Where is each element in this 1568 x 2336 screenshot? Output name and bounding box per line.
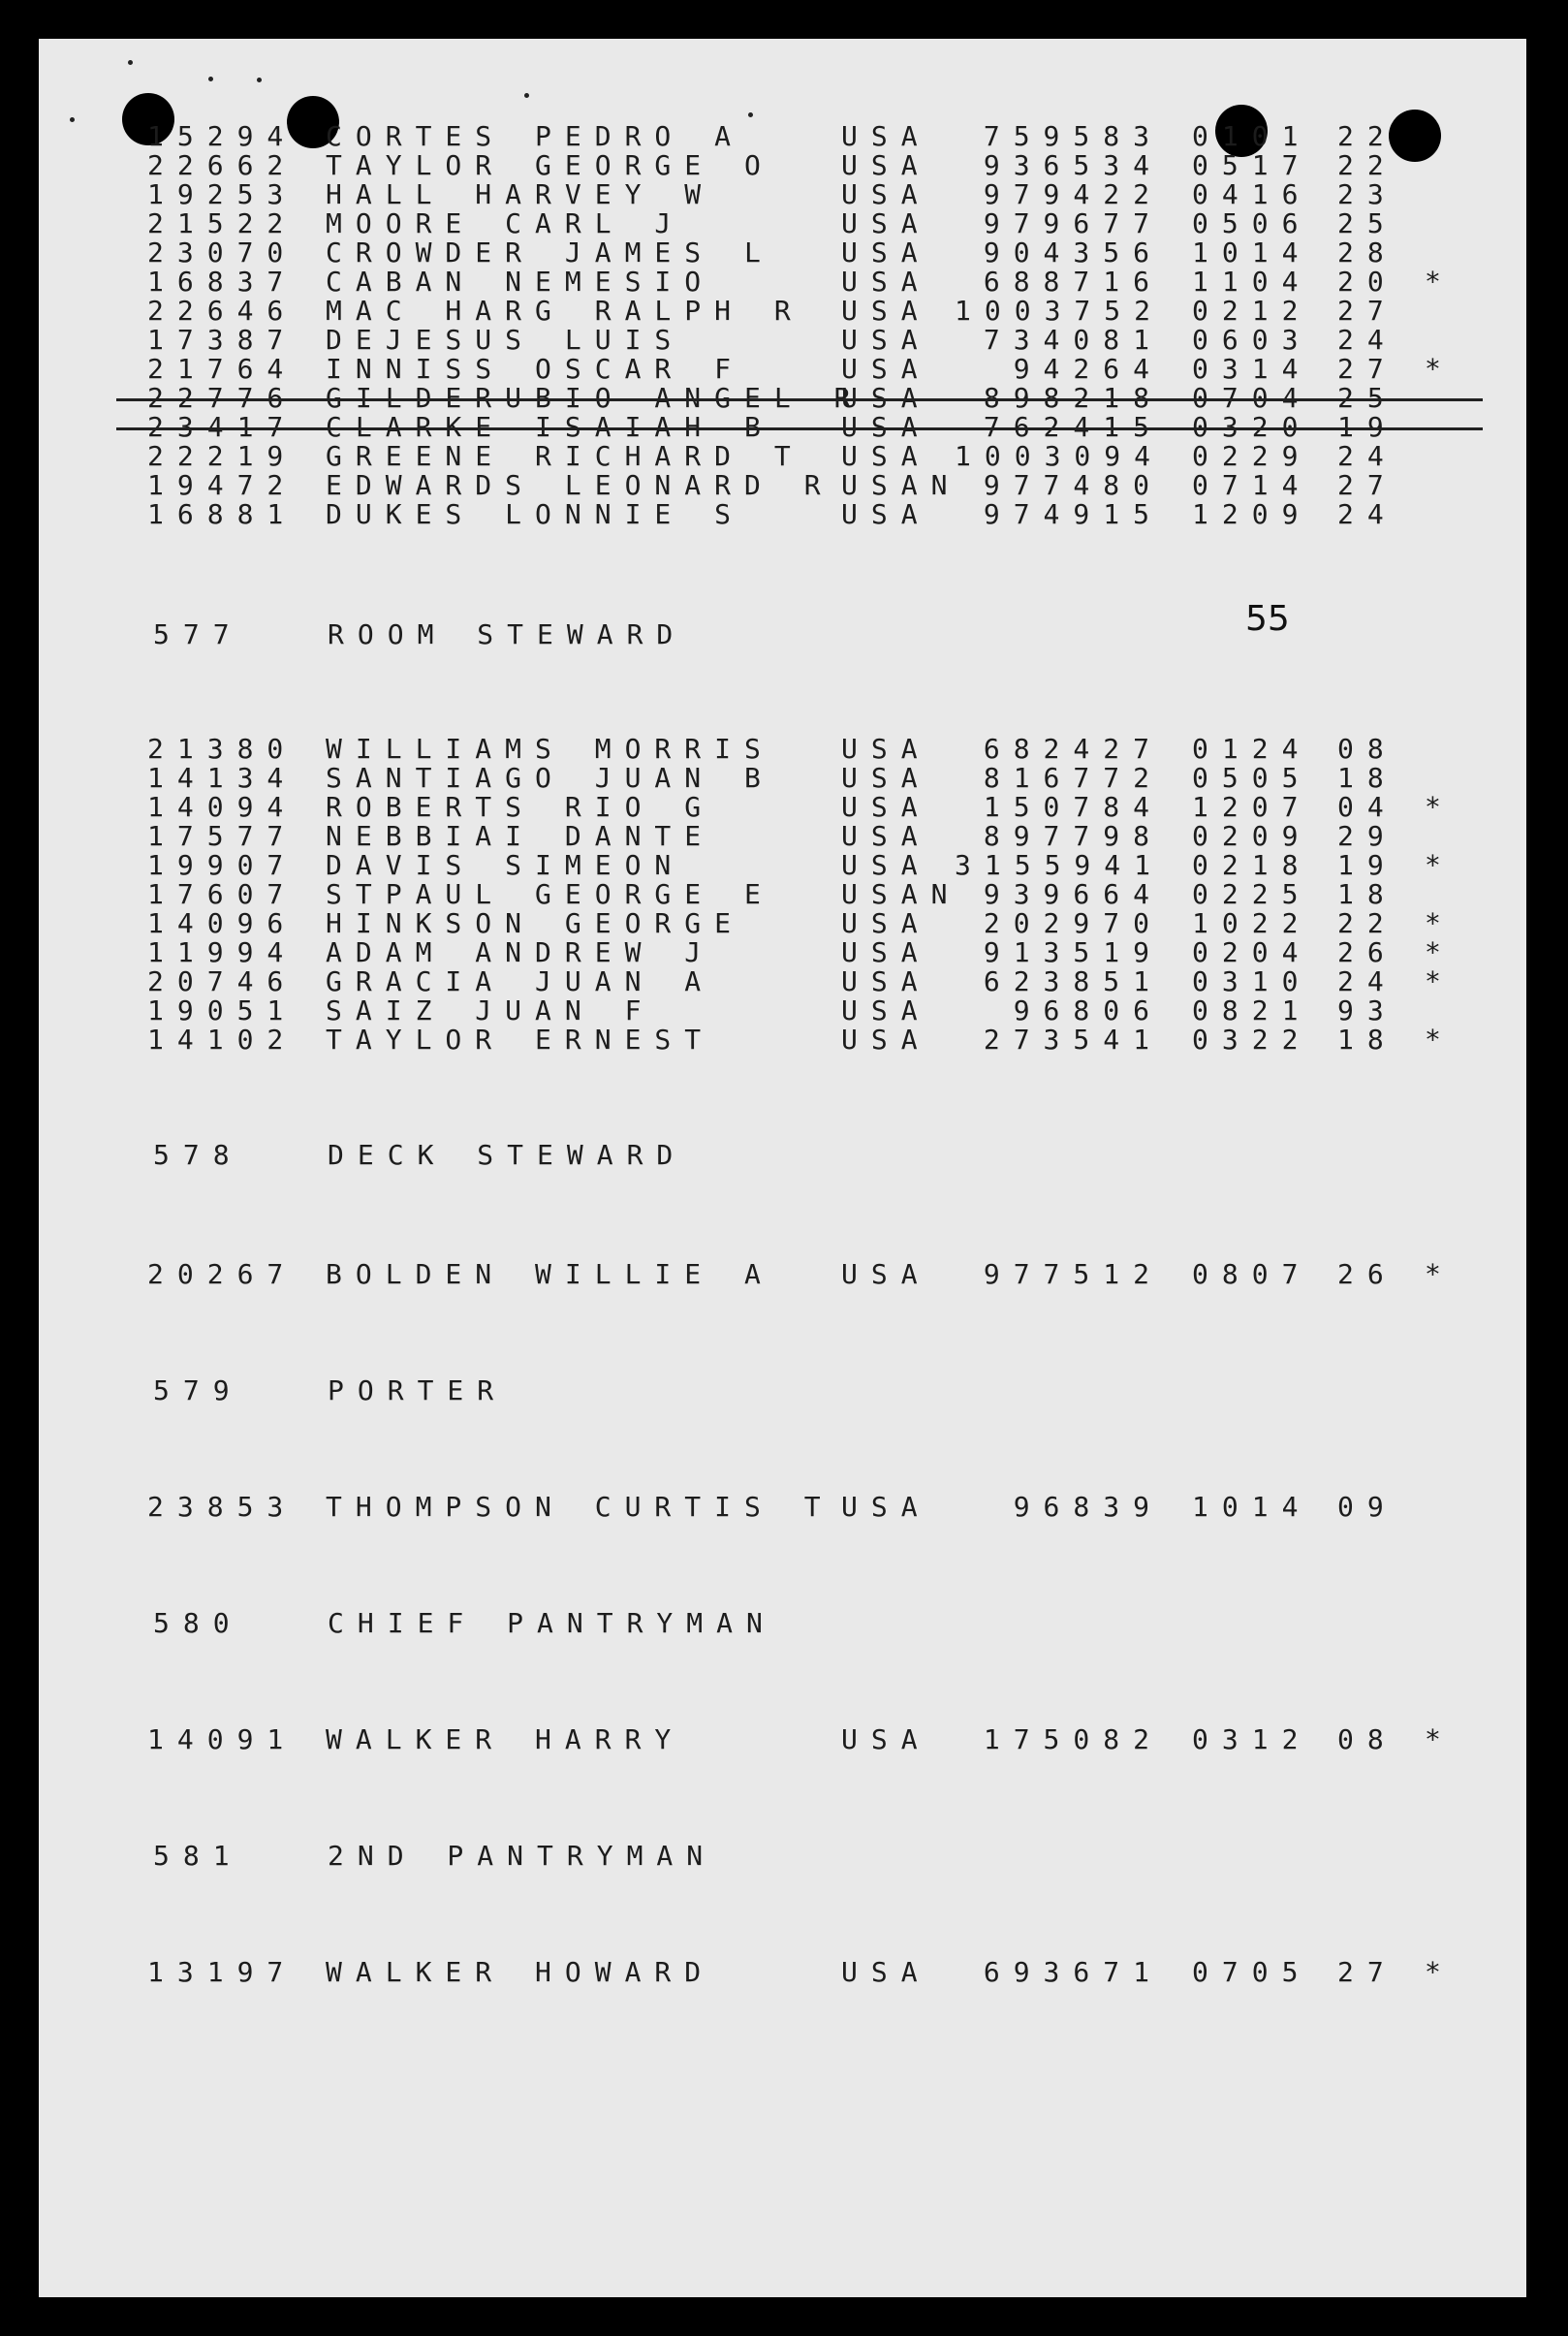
citizenship: USA xyxy=(841,1258,931,1290)
page-number: 55 xyxy=(1245,599,1290,639)
crew-id: 23417 xyxy=(147,411,298,443)
crew-id: 23853 xyxy=(147,1491,298,1523)
date-code: 0821 xyxy=(1192,994,1312,1026)
asterisk-mark: * xyxy=(1425,266,1455,298)
crew-name: WALKER HARRY xyxy=(326,1723,685,1755)
crew-id: 19907 xyxy=(147,849,298,881)
year-code: 29 xyxy=(1337,820,1397,852)
year-code: 18 xyxy=(1337,762,1397,794)
document-number: 94264 xyxy=(1013,353,1163,385)
year-code: 18 xyxy=(1337,1024,1397,1056)
citizenship: USA xyxy=(841,178,931,210)
crew-name: GREENE RICHARD T xyxy=(326,440,804,472)
citizenship: USA xyxy=(841,907,931,939)
document-number: 202970 xyxy=(983,907,1163,939)
citizenship: USA xyxy=(841,762,931,794)
document-number: 682427 xyxy=(983,733,1163,765)
crew-name: TAYLOR ERNEST xyxy=(326,1024,715,1056)
crew-id: 21380 xyxy=(147,733,298,765)
citizenship: USA xyxy=(841,353,931,385)
document-number: 3155941 xyxy=(955,849,1165,881)
document-number: 939664 xyxy=(983,878,1163,910)
year-code: 24 xyxy=(1337,965,1397,997)
crew-id: 16837 xyxy=(147,266,298,298)
crew-id: 22662 xyxy=(147,149,298,181)
crew-id: 17577 xyxy=(147,820,298,852)
citizenship: USA xyxy=(841,120,931,152)
asterisk-mark: * xyxy=(1425,353,1455,385)
citizenship: USA xyxy=(841,936,931,968)
crew-name: ROBERTS RIO G xyxy=(326,791,715,823)
document-number: 96806 xyxy=(1013,994,1163,1026)
date-code: 0320 xyxy=(1192,411,1312,443)
ink-speck xyxy=(70,117,75,122)
year-code: 22 xyxy=(1337,907,1397,939)
document-number: 936534 xyxy=(983,149,1163,181)
crew-name: CABAN NEMESIO xyxy=(326,266,715,298)
section-number: 580 xyxy=(153,1607,243,1639)
asterisk-mark: * xyxy=(1425,1258,1455,1290)
year-code: 08 xyxy=(1337,733,1397,765)
crew-id: 14134 xyxy=(147,762,298,794)
document-number: 623851 xyxy=(983,965,1163,997)
date-code: 1104 xyxy=(1192,266,1312,298)
date-code: 1014 xyxy=(1192,237,1312,268)
year-code: 24 xyxy=(1337,498,1397,530)
year-code: 26 xyxy=(1337,1258,1397,1290)
year-code: 18 xyxy=(1337,878,1397,910)
asterisk-mark: * xyxy=(1425,965,1455,997)
year-code: 04 xyxy=(1337,791,1397,823)
crew-name: INNISS OSCAR F xyxy=(326,353,745,385)
year-code: 27 xyxy=(1337,469,1397,501)
citizenship: USA xyxy=(841,440,931,472)
date-code: 0807 xyxy=(1192,1258,1312,1290)
crew-name: DUKES LONNIE S xyxy=(326,498,745,530)
date-code: 0229 xyxy=(1192,440,1312,472)
citizenship: USA xyxy=(841,820,931,852)
date-code: 0603 xyxy=(1192,324,1312,356)
crew-id: 22776 xyxy=(147,382,298,414)
section-number: 577 xyxy=(153,618,243,650)
date-code: 0124 xyxy=(1192,733,1312,765)
document-number: 273541 xyxy=(983,1024,1163,1056)
date-code: 0704 xyxy=(1192,382,1312,414)
crew-name: BOLDEN WILLIE A xyxy=(326,1258,774,1290)
year-code: 28 xyxy=(1337,237,1397,268)
document-number: 904356 xyxy=(983,237,1163,268)
crew-name: MAC HARG RALPH R xyxy=(326,295,804,327)
date-code: 0225 xyxy=(1192,878,1312,910)
document-number: 816772 xyxy=(983,762,1163,794)
date-code: 0506 xyxy=(1192,207,1312,239)
section-title: PORTER xyxy=(328,1374,508,1406)
ink-speck xyxy=(208,77,213,81)
crew-id: 22646 xyxy=(147,295,298,327)
date-code: 0209 xyxy=(1192,820,1312,852)
citizenship: USA xyxy=(841,1491,931,1523)
asterisk-mark: * xyxy=(1425,907,1455,939)
crew-name: CROWDER JAMES L xyxy=(326,237,774,268)
crew-name: DEJESUS LUIS xyxy=(326,324,685,356)
document-number: 175082 xyxy=(983,1723,1163,1755)
section-number: 581 xyxy=(153,1840,243,1872)
asterisk-mark: * xyxy=(1425,936,1455,968)
crew-id: 13197 xyxy=(147,1956,298,1988)
citizenship: USA xyxy=(841,324,931,356)
document-number: 898218 xyxy=(983,382,1163,414)
year-code: 19 xyxy=(1337,411,1397,443)
crew-id: 17607 xyxy=(147,878,298,910)
date-code: 1207 xyxy=(1192,791,1312,823)
crew-id: 14096 xyxy=(147,907,298,939)
citizenship: USAN xyxy=(841,469,961,501)
citizenship: USA xyxy=(841,149,931,181)
crew-id: 11994 xyxy=(147,936,298,968)
crew-id: 16881 xyxy=(147,498,298,530)
citizenship: USA xyxy=(841,994,931,1026)
crew-id: 14094 xyxy=(147,791,298,823)
document-number: 1003094 xyxy=(955,440,1165,472)
document-number: 734081 xyxy=(983,324,1163,356)
crew-name: CLARKE ISAIAH B xyxy=(326,411,774,443)
year-code: 93 xyxy=(1337,994,1397,1026)
date-code: 1022 xyxy=(1192,907,1312,939)
document-number: 759583 xyxy=(983,120,1163,152)
date-code: 0322 xyxy=(1192,1024,1312,1056)
citizenship: USA xyxy=(841,207,931,239)
document-number: 762415 xyxy=(983,411,1163,443)
document-number: 688716 xyxy=(983,266,1163,298)
date-code: 0312 xyxy=(1192,1723,1312,1755)
citizenship: USA xyxy=(841,1024,931,1056)
citizenship: USA xyxy=(841,1956,931,1988)
date-code: 0212 xyxy=(1192,295,1312,327)
crew-id: 19472 xyxy=(147,469,298,501)
section-title: CHIEF PANTRYMAN xyxy=(328,1607,776,1639)
crew-id: 23070 xyxy=(147,237,298,268)
citizenship: USAN xyxy=(841,878,961,910)
document-number: 150784 xyxy=(983,791,1163,823)
year-code: 25 xyxy=(1337,207,1397,239)
crew-id: 22219 xyxy=(147,440,298,472)
ink-speck xyxy=(257,78,262,82)
citizenship: USA xyxy=(841,791,931,823)
citizenship: USA xyxy=(841,965,931,997)
citizenship: USA xyxy=(841,498,931,530)
asterisk-mark: * xyxy=(1425,791,1455,823)
year-code: 22 xyxy=(1337,149,1397,181)
crew-name: HALL HARVEY W xyxy=(326,178,715,210)
ink-speck xyxy=(748,112,753,117)
date-code: 1014 xyxy=(1192,1491,1312,1523)
document-number: 979677 xyxy=(983,207,1163,239)
crew-id: 17387 xyxy=(147,324,298,356)
crew-name: GILDERUBIO ANGEL R xyxy=(326,382,864,414)
document-number: 693671 xyxy=(983,1956,1163,1988)
citizenship: USA xyxy=(841,382,931,414)
year-code: 27 xyxy=(1337,295,1397,327)
document-number: 897798 xyxy=(983,820,1163,852)
year-code: 27 xyxy=(1337,353,1397,385)
crew-name: HINKSON GEORGE xyxy=(326,907,745,939)
date-code: 0218 xyxy=(1192,849,1312,881)
crew-id: 15294 xyxy=(147,120,298,152)
date-code: 0314 xyxy=(1192,353,1312,385)
crew-name: MOORE CARL J xyxy=(326,207,685,239)
document-number: 913519 xyxy=(983,936,1163,968)
date-code: 0416 xyxy=(1192,178,1312,210)
section-title: 2ND PANTRYMAN xyxy=(328,1840,717,1872)
document-number: 974915 xyxy=(983,498,1163,530)
date-code: 0705 xyxy=(1192,1956,1312,1988)
crew-id: 14091 xyxy=(147,1723,298,1755)
section-number: 579 xyxy=(153,1374,243,1406)
year-code: 25 xyxy=(1337,382,1397,414)
crew-name: SANTIAGO JUAN B xyxy=(326,762,774,794)
crew-name: SAIZ JUAN F xyxy=(326,994,655,1026)
date-code: 0714 xyxy=(1192,469,1312,501)
crew-name: ADAM ANDREW J xyxy=(326,936,715,968)
crew-id: 21522 xyxy=(147,207,298,239)
document-number: 977480 xyxy=(983,469,1163,501)
year-code: 24 xyxy=(1337,324,1397,356)
date-code: 0204 xyxy=(1192,936,1312,968)
asterisk-mark: * xyxy=(1425,1956,1455,1988)
section-title: DECK STEWARD xyxy=(328,1139,687,1171)
year-code: 24 xyxy=(1337,440,1397,472)
document-number: 96839 xyxy=(1013,1491,1163,1523)
section-number: 578 xyxy=(153,1139,243,1171)
asterisk-mark: * xyxy=(1425,849,1455,881)
crew-name: EDWARDS LEONARD R xyxy=(326,469,834,501)
year-code: 27 xyxy=(1337,1956,1397,1988)
year-code: 23 xyxy=(1337,178,1397,210)
crew-id: 20746 xyxy=(147,965,298,997)
crew-name: THOMPSON CURTIS T xyxy=(326,1491,834,1523)
year-code: 22 xyxy=(1337,120,1397,152)
asterisk-mark: * xyxy=(1425,1723,1455,1755)
crew-name: DAVIS SIMEON xyxy=(326,849,685,881)
document-number: 1003752 xyxy=(955,295,1165,327)
date-code: 0505 xyxy=(1192,762,1312,794)
ink-speck xyxy=(524,93,529,98)
crew-id: 19051 xyxy=(147,994,298,1026)
year-code: 19 xyxy=(1337,849,1397,881)
crew-name: TAYLOR GEORGE O xyxy=(326,149,774,181)
citizenship: USA xyxy=(841,295,931,327)
year-code: 08 xyxy=(1337,1723,1397,1755)
date-code: 0517 xyxy=(1192,149,1312,181)
citizenship: USA xyxy=(841,1723,931,1755)
crew-name: STPAUL GEORGE E xyxy=(326,878,774,910)
crew-name: WILLIAMS MORRIS xyxy=(326,733,774,765)
crew-id: 14102 xyxy=(147,1024,298,1056)
citizenship: USA xyxy=(841,237,931,268)
year-code: 20 xyxy=(1337,266,1397,298)
crew-name: CORTES PEDRO A xyxy=(326,120,745,152)
asterisk-mark: * xyxy=(1425,1024,1455,1056)
year-code: 26 xyxy=(1337,936,1397,968)
document-number: 979422 xyxy=(983,178,1163,210)
date-code: 0101 xyxy=(1192,120,1312,152)
crew-id: 21764 xyxy=(147,353,298,385)
document-number: 977512 xyxy=(983,1258,1163,1290)
crew-name: NEBBIAI DANTE xyxy=(326,820,715,852)
year-code: 09 xyxy=(1337,1491,1397,1523)
crew-name: GRACIA JUAN A xyxy=(326,965,715,997)
date-code: 1209 xyxy=(1192,498,1312,530)
crew-id: 20267 xyxy=(147,1258,298,1290)
date-code: 0310 xyxy=(1192,965,1312,997)
crew-name: WALKER HOWARD xyxy=(326,1956,715,1988)
citizenship: USA xyxy=(841,733,931,765)
section-title: ROOM STEWARD xyxy=(328,618,687,650)
citizenship: USA xyxy=(841,266,931,298)
citizenship: USA xyxy=(841,411,931,443)
crew-id: 19253 xyxy=(147,178,298,210)
ink-speck xyxy=(128,60,133,65)
citizenship: USA xyxy=(841,849,931,881)
